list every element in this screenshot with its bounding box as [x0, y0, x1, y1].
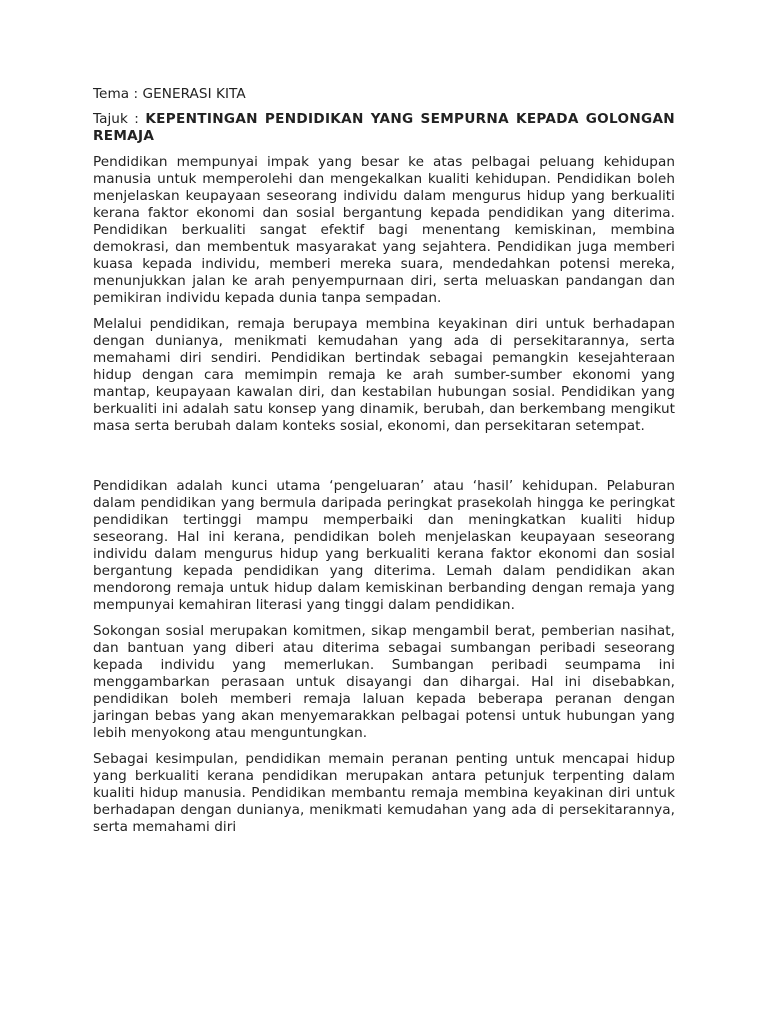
title-label: Tajuk :	[93, 111, 146, 127]
body-paragraph-4: Sokongan sosial merupakan komitmen, sikap mengambil berat, pemberian nasihat, dan bantuan yang diberi atau diterima sebagai sumbangan peribadi seseorang kepada individu yang memerlukan. Sumbangan peribadi seumpama ini menggambarkan perasaan untuk disayangi dan dihargai. Hal ini disebabkan, pendidikan boleh memberi remaja laluan kepada beberapa peranan dengan jaringan bebas yang akan menyemarakkan pelbagai potensi untuk hubungan yang lebih menyokong atau menguntungkan.	[93, 623, 675, 741]
body-paragraph-2: Melalui pendidikan, remaja berupaya membina keyakinan diri untuk berhadapan dengan dunianya, menikmati kemudahan yang ada di persekitarannya, serta memahami diri sendiri. Pendidikan bertindak sebagai pemangkin kesejahteraan hidup dengan cara memimpin remaja ke arah sumber-sumber ekonomi yang mantap, keupayaan kawalan diri, dan kestabilan hubungan sosial. Pendidikan yang berkualiti ini adalah satu konsep yang dinamik, berubah, dan berkembang mengikut masa serta berubah dalam konteks sosial, ekonomi, dan persekitaran setempat.	[93, 316, 675, 434]
body-paragraph-3: Pendidikan adalah kunci utama ‘pengeluaran’ atau ‘hasil’ kehidupan. Pelaburan dalam pendidikan yang bermula daripada peringkat prasekolah hingga ke peringkat pendidikan tertinggi mampu memperbaiki dan meningkatkan kualiti hidup seseorang. Hal ini kerana, pendidikan boleh menjelaskan keupayaan seseorang individu dalam mengurus hidup yang berkualiti kerana faktor ekonomi dan sosial bergantung kepada pendidikan yang diterima. Lemah dalam pendidikan akan mendorong remaja untuk hidup dalam kemiskinan berbanding dengan remaja yang mempunyai kemahiran literasi yang tinggi dalam pendidikan.	[93, 478, 675, 613]
body-paragraph-5: Sebagai kesimpulan, pendidikan memain peranan penting untuk mencapai hidup yang berkualiti kerana pendidikan merupakan antara petunjuk terpenting dalam kualiti hidup manusia. Pendidikan membantu remaja membina keyakinan diri untuk berhadapan dengan dunianya, menikmati kemudahan yang ada di persekitarannya, serta memahami diri	[93, 751, 675, 835]
theme-value: GENERASI KITA	[142, 86, 246, 102]
paragraph-gap	[93, 444, 675, 478]
document-title: KEPENTINGAN PENDIDIKAN YANG SEMPURNA KEPADA GOLONGAN REMAJA	[93, 111, 675, 144]
title-line	[93, 111, 675, 145]
body-paragraph-1: Pendidikan mempunyai impak yang besar ke atas pelbagai peluang kehidupan manusia untuk memperolehi dan mengekalkan kualiti kehidupan. Pendidikan boleh menjelaskan keupayaan seseorang individu dalam mengurus hidup yang berkualiti kerana faktor ekonomi dan sosial bergantung kepada pendidikan yang diterima. Pendidikan berkualiti sangat efektif bagi menentang kemiskinan, membina demokrasi, dan membentuk masyarakat yang sejahtera. Pendidikan juga memberi kuasa kepada individu, memberi mereka suara, mendedahkan potensi mereka, menunjukkan jalan ke arah penyempurnaan diri, serta meluaskan pandangan dan pemikiran individu kepada dunia tanpa sempadan.	[93, 154, 675, 306]
theme-line	[93, 86, 675, 103]
theme-label: Tema :	[93, 86, 143, 102]
document-page	[93, 86, 675, 845]
